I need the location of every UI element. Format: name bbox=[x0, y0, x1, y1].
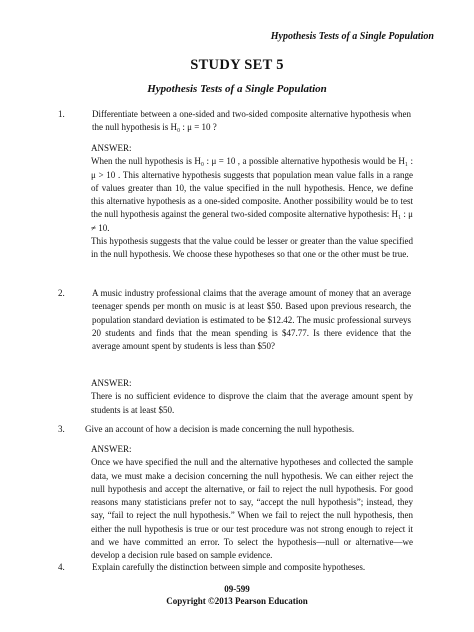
question-4-number: 4. bbox=[58, 562, 65, 572]
footer-copyright: Copyright ©2013 Pearson Education bbox=[166, 596, 308, 606]
question-1-answer bbox=[91, 142, 413, 262]
question-3-answer bbox=[91, 443, 413, 563]
answer-label: ANSWER: bbox=[91, 143, 132, 153]
footer-page-id: 09-599 bbox=[224, 584, 250, 594]
question-1-text: Differentiate between a one-sided and two-sided composite alternative hypothesis when the null hypothesis is H₀ : μ = 10 ? bbox=[92, 109, 411, 133]
answer-paragraph: When the null hypothesis is H₀ : μ = 10 , a possible alternative hypothesis would be H₁ : μ > 10 . This alternative hypothesis suggests that population mean value falls in a range of values greater than 10, the value specified in the null hypothesis. Hence, we define this alternative hypothesis as a one-sided composite. Another possibility would be to test the null hypothesis against the general two-sided composite alternative hypothesis: H₁ : μ ≠ 10. bbox=[91, 156, 413, 233]
answer-paragraph: There is no sufficient evidence to disprove the claim that the average amount spent by students is at least $50. bbox=[91, 391, 413, 415]
question-2-number: 2. bbox=[58, 288, 65, 298]
running-head: Hypothesis Tests of a Single Population bbox=[270, 31, 434, 42]
question-2-text: A music industry professional claims that the average amount of money that an average teenager spends per month on music is at least $50. Based upon previous research, the population standard deviation is estimated to be $12.42. The music professional surveys 20 students and finds that the mean spending is $47.77. Is there evidence that the average amount spent by students is less than $50? bbox=[92, 288, 411, 352]
answer-label: ANSWER: bbox=[91, 378, 132, 388]
answer-label: ANSWER: bbox=[91, 444, 132, 454]
page-subtitle: Hypothesis Tests of a Single Population bbox=[147, 83, 327, 95]
question-1-number: 1. bbox=[58, 109, 65, 119]
question-2-answer bbox=[91, 377, 413, 417]
answer-paragraph: This hypothesis suggests that the value could be lesser or greater than the value specified in the null hypothesis. We choose these hypotheses so that one or the other must be true. bbox=[91, 236, 413, 260]
page-title: STUDY SET 5 bbox=[190, 57, 284, 73]
question-4-text: Explain carefully the distinction between simple and composite hypotheses. bbox=[92, 562, 366, 572]
answer-paragraph: Once we have specified the null and the alternative hypotheses and collected the sample data, we must make a decision concerning the null hypothesis. We can either reject the null hypothesis and accept the alternative, or fail to reject the null hypothesis. For good reasons many statisticians prefer not to say, “accept the null hypothesis”; instead, they say, “fail to reject the null hypothesis.” When we fail to reject the null hypothesis, then either the null hypothesis is true or our test procedure was not strong enough to reject it and we have committed an error. To select the hypothesis—null or alternative—we develop a decision rule based on sample evidence. bbox=[91, 457, 413, 561]
question-3-text: Give an account of how a decision is made concerning the null hypothesis. bbox=[85, 424, 355, 434]
question-3-number: 3. bbox=[58, 424, 65, 434]
